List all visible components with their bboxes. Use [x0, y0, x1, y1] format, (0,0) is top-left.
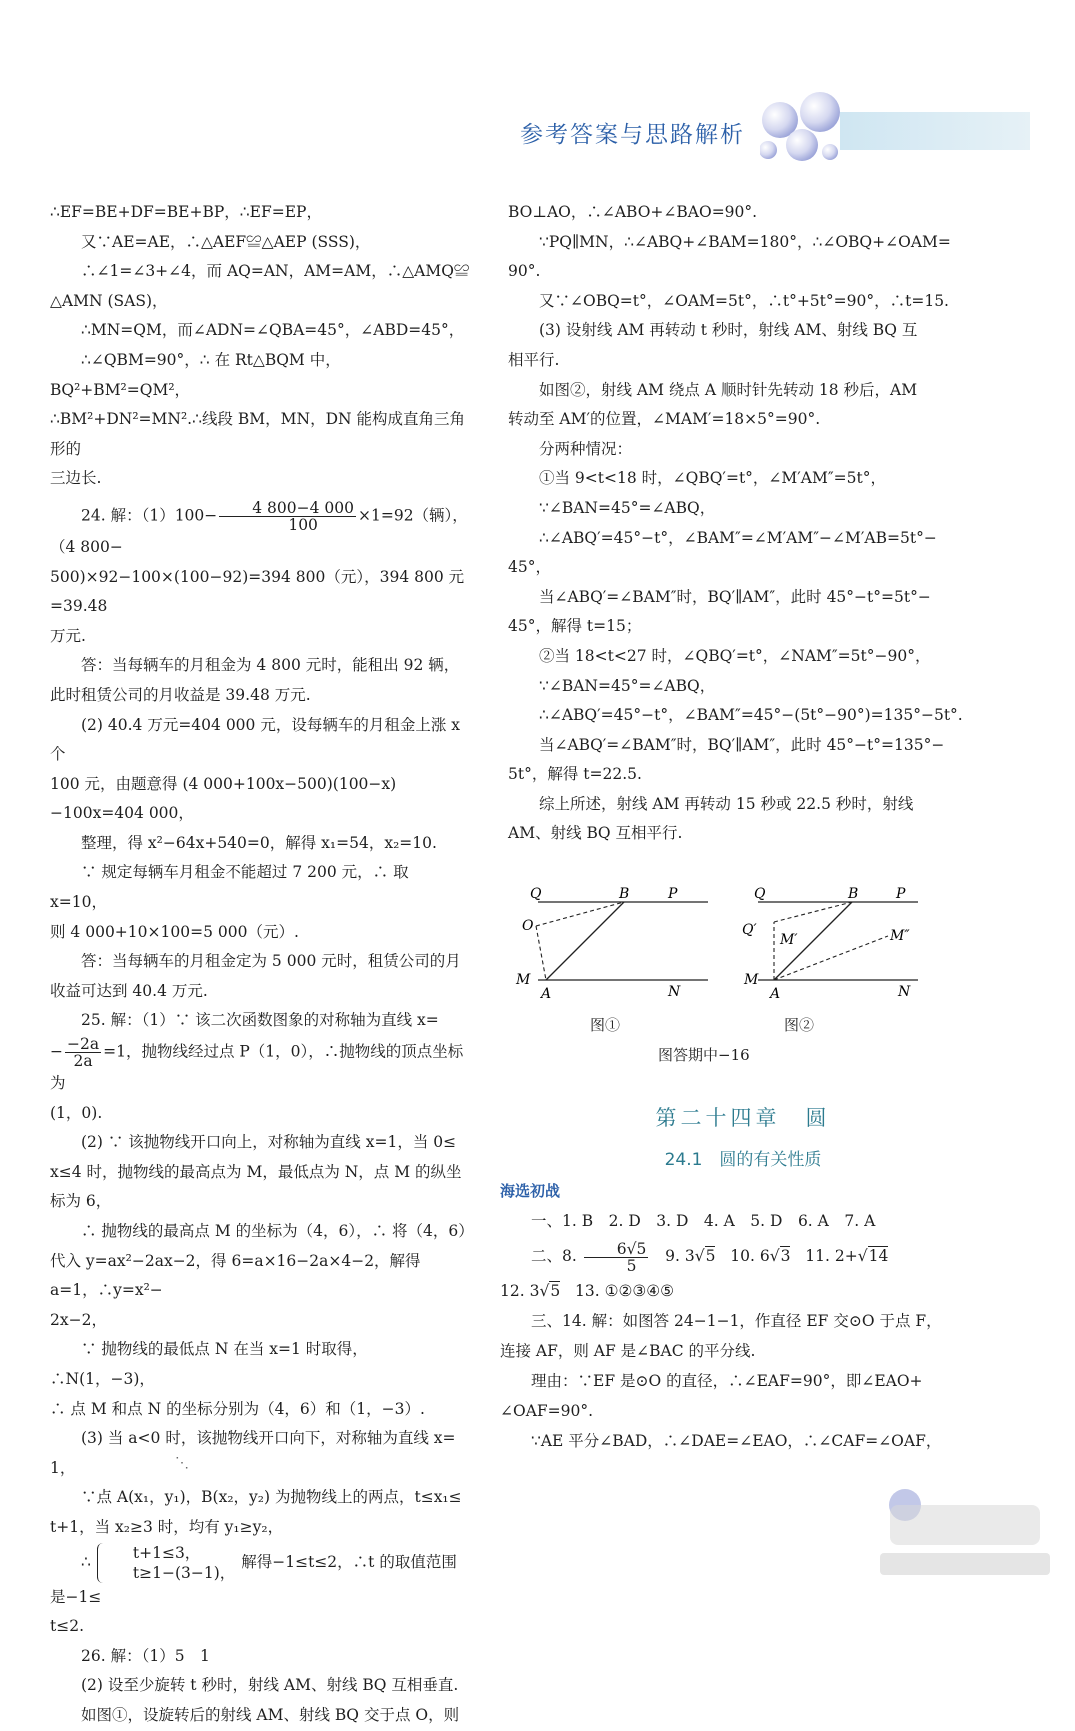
text-line: (1，0).: [50, 1103, 103, 1122]
answers-heading: 海选初战: [500, 1182, 561, 1200]
text-line: 90°.: [508, 262, 541, 281]
text-run: 二、8.: [531, 1247, 577, 1265]
text-line: 代入 y=ax²−2ax−2，得 6=a×16−2a×4−2，解得 a=1，∴y=x²−: [50, 1251, 421, 1300]
text-line: (3) 当 a<0 时，该抛物线开口向下，对称轴为直线 x=: [81, 1429, 456, 1448]
fraction: [65, 1036, 101, 1069]
fraction: [219, 500, 356, 533]
text-line: ∴∠ABQ′=45°−t°，∠BAM″=45°−(5t°−90°)=135°−5t°.: [539, 706, 963, 725]
text-line: 45°，解得 t=15；: [508, 617, 642, 636]
text-line: ∵ 抛物线的最低点 N 在当 x=1 时取得，∴N(1，−3)，: [50, 1340, 368, 1388]
text-line: BO⊥AO，∴∠ABO+∠BAO=90°.: [508, 203, 758, 221]
fraction-denominator: 2a: [73, 1052, 93, 1071]
text-line: 转动至 AM′的位置，∠MAM′=18×5°=90°.: [508, 410, 821, 429]
text-line: (2) 40.4 万元=404 000 元，设每辆车的月租金上涨 x 个: [50, 715, 461, 764]
radicand: 3: [780, 1247, 791, 1265]
text-line: 26. 解：（1）5 1: [81, 1646, 210, 1665]
text-line: ∴∠QBM=90°，∴ 在 Rt△BQM 中，BQ²+BM²=QM²，: [50, 350, 341, 399]
text-run: 解得−1≤t≤2，∴t 的取值范围是−1≤: [50, 1552, 457, 1606]
point-label: N: [668, 984, 681, 1000]
point-label: M′: [780, 932, 798, 948]
text-line-with-fraction: [50, 1036, 470, 1099]
text-line: 此时租赁公司的月收益是 39.48 万元.: [50, 685, 311, 704]
text-line: 整理，得 x²−64x+540=0，解得 x₁=54，x₂=10.: [81, 833, 437, 852]
text-run: 11. 2+: [805, 1247, 858, 1265]
text-line: (2) 设至少旋转 t 秒时，射线 AM、射线 BQ 互相垂直.: [81, 1676, 459, 1695]
header-title: 参考答案与思路解析: [520, 122, 745, 148]
figure-1-caption: 图①: [590, 1016, 621, 1034]
text-line: 25. 解：（1）∵ 该二次函数图象的对称轴为直线 x=: [81, 1011, 439, 1030]
system-row: t+1≤3，: [132, 1543, 201, 1562]
text-line-with-radicals: 二、8. $\frac{6√5}{5}$ 9. 3√5 10. 6√3 11. 2+√14: [531, 1239, 889, 1275]
chapter-title: 第二十四章 圆: [655, 1106, 831, 1130]
equation-system: [97, 1543, 235, 1583]
text-line: ∵ 规定每辆车月租金不能超过 7 200 元，∴ 取 x=10，: [50, 863, 409, 912]
system-row: t≥1−(3−1)，: [132, 1563, 236, 1582]
radicand: 5: [550, 1282, 561, 1300]
point-label: A: [541, 986, 552, 1002]
segment-ab: [546, 902, 624, 980]
text-line: ∠OAF=90°.: [500, 1402, 594, 1420]
text-run: 13. ①②③④⑤: [575, 1282, 675, 1300]
text-run: 10. 6: [730, 1247, 770, 1265]
text-line: 45°，: [508, 558, 551, 577]
text-line: 答：当每辆车的月租金定为 5 000 元时，租赁公司的月: [81, 952, 461, 971]
point-label: P: [896, 886, 906, 902]
point-label: M: [744, 972, 759, 988]
text-line: ∴∠1=∠3+∠4，而 AQ=AN，AM=AM，∴△AMQ≌: [81, 262, 470, 281]
text-line: ∴ 抛物线的最高点 M 的坐标为（4，6），∴ 将（4，6）: [81, 1222, 474, 1240]
text-line: ∴BM²+DN²=MN².∴线段 BM，MN，DN 能构成直角三角形的: [50, 410, 465, 458]
text-run: =1，抛物线经过点 P（1，0），∴抛物线的顶点坐标为: [50, 1042, 464, 1093]
point-label: N: [898, 984, 911, 1000]
radicand: 14: [868, 1247, 889, 1265]
point-label: M″: [890, 928, 910, 944]
point-label: P: [668, 886, 678, 902]
right-column: [508, 198, 978, 849]
fraction-numerator: −2a: [67, 1035, 100, 1054]
figure-1: [515, 886, 708, 1002]
fraction-denominator: 100: [288, 515, 318, 534]
point-label: M: [516, 972, 531, 988]
point-label: Q: [530, 886, 542, 902]
segment-oa: [536, 926, 546, 980]
figure-2-caption: 图②: [784, 1016, 815, 1034]
text-line: ∴MN=QM，而∠ADN=∠QBA=45°，∠ABD=45°，: [81, 321, 465, 340]
text-line: 分两种情况：: [539, 439, 633, 458]
answers-block: [500, 1176, 978, 1456]
page-header: [0, 0, 1075, 190]
point-label: Q: [754, 886, 766, 902]
point-label: A: [770, 986, 781, 1002]
text-line: 5t°，解得 t=22.5.: [508, 765, 642, 784]
text-line: 三、14. 解：如图答 24−1−1，作直径 EF 交⊙O 于点 F，: [531, 1312, 942, 1330]
text-line: 一、1. B 2. D 3. D 4. A 5. D 6. A 7. A: [531, 1212, 876, 1230]
text-line: 则 4 000+10×100=5 000（元）.: [50, 922, 299, 941]
fraction-denominator: 5: [626, 1256, 637, 1275]
text-line: AM、射线 BQ 互相平行.: [508, 824, 683, 843]
text-line: 如图②，射线 AM 绕点 A 顺时针先转动 18 秒后，AM: [539, 380, 918, 399]
point-label: Q′: [742, 922, 757, 938]
text-line: t+1，当 x₂≥3 时，均有 y₁≥y₂，: [50, 1517, 284, 1536]
point-label: B: [619, 886, 630, 902]
radicand: 5: [705, 1247, 716, 1265]
segment-ob: [536, 902, 624, 926]
text-run: 9. 3: [665, 1247, 695, 1265]
text-line: 连接 AF，则 AF 是∠BAC 的平分线.: [500, 1342, 756, 1360]
point-label: B: [848, 886, 859, 902]
left-column: [50, 198, 474, 1731]
text-line: 三边长.: [50, 469, 102, 488]
text-line: 又∵AE=AE，∴△AEF≌△AEP (SSS)，: [81, 232, 371, 251]
text-line: 理由：∵EF 是⊙O 的直径，∴∠EAF=90°，即∠EAO+: [531, 1372, 923, 1390]
text-line: 如图①，设旋转后的射线 AM、射线 BQ 交于点 O，则: [81, 1705, 460, 1724]
text-line: (3) 设射线 AM 再转动 t 秒时，射线 AM、射线 BQ 互: [539, 321, 918, 340]
figure-2: [742, 886, 918, 1002]
point-label: O: [522, 918, 534, 934]
watermark-logo-icon: [860, 1465, 1060, 1585]
text-line: ∵∠BAN=45°=∠ABQ，: [539, 498, 716, 517]
text-line: 当∠ABQ′=∠BAM″时，BQ′∥AM″，此时 45°−t°=5t°−: [539, 587, 931, 606]
text-line-with-fraction: [50, 500, 470, 563]
text-line: ∵PQ∥MN，∴∠ABQ+∠BAM=180°，∴∠OBQ+∠OAM=: [539, 232, 951, 251]
ray-bq-prime: [774, 902, 852, 922]
section-title: 24.1 圆的有关性质: [664, 1150, 822, 1170]
text-line: x≤4 时，抛物线的最高点为 M，最低点为 N，点 M 的纵坐: [50, 1162, 462, 1181]
text-line: 2x−2，: [50, 1310, 107, 1329]
text-line: 标为 6，: [50, 1192, 112, 1211]
text-line: 综上所述，射线 AM 再转动 15 秒或 22.5 秒时，射线: [539, 794, 914, 813]
fraction-numerator: 4 800−4 000: [219, 500, 356, 517]
text-line: t≤2.: [50, 1617, 85, 1636]
text-run: −: [50, 1042, 63, 1061]
text-line: 500)×92−100×(100−92)=394 800（元），394 800 元=39.48: [50, 567, 465, 616]
text-line: 答：当每辆车的月租金为 4 800 元时，能租出 92 辆，: [81, 656, 460, 675]
text-line: 1，: [50, 1458, 76, 1477]
fraction: [584, 1241, 649, 1274]
text-line: ∵AE 平分∠BAD，∴∠DAE=∠EAO，∴∠CAF=∠OAF，: [531, 1432, 942, 1450]
text-line: 100 元，由题意得 (4 000+100x−500)(100−x)−100x=404 000，: [50, 774, 397, 823]
text-line: ∴EF=BE+DF=BE+BP，∴EF=EP，: [50, 203, 322, 221]
text-line: 当∠ABQ′=∠BAM″时，BQ′∥AM″，此时 45°−t°=135°−: [539, 735, 945, 754]
text-line: 相平行.: [508, 350, 560, 369]
text-run: 12. 3: [500, 1282, 540, 1300]
text-line: ①当 9<t<18 时，∠QBQ′=t°，∠M′AM″=5t°，: [539, 469, 886, 488]
text-line: △AMN (SAS)，: [50, 291, 168, 310]
text-line: 又∵∠OBQ=t°，∠OAM=5t°，∴t°+5t°=90°，∴t=15.: [539, 291, 949, 310]
text-line: ∵点 A(x₁，y₁)，B(x₂，y₂) 为抛物线上的两点，t≤x₁≤: [81, 1488, 462, 1507]
text-line: ∵∠BAN=45°=∠ABQ，: [539, 676, 716, 695]
text-line: (2) ∵ 该抛物线开口向上，对称轴为直线 x=1，当 0≤: [81, 1133, 457, 1152]
text-line: ∴∠ABQ′=45°−t°，∠BAM″=∠M′AM″−∠M′AB=5t°−: [539, 528, 937, 547]
text-run: ∴: [81, 1552, 91, 1571]
geometry-figures: [508, 872, 978, 1082]
text-line: 收益可达到 40.4 万元.: [50, 981, 208, 1000]
text-line-with-radicals: 12. 3√5 13. ①②③④⑤: [500, 1282, 675, 1300]
fraction-numerator: 6√5: [584, 1241, 649, 1258]
page-mark-icon: ⋱: [175, 1455, 189, 1471]
text-line: ∴ 点 M 和点 N 的坐标分别为（4，6）和（1，−3）.: [50, 1399, 425, 1418]
figure-main-caption: 图答期中−16: [658, 1046, 750, 1064]
text-line-with-system: [50, 1543, 470, 1613]
text-run: 24. 解：（1）100−: [81, 506, 218, 525]
text-line: ②当 18<t<27 时，∠QBQ′=t°，∠NAM″=5t°−90°，: [539, 646, 931, 665]
text-line: 万元.: [50, 626, 86, 645]
text-run: ×1=92（辆），（4 800−: [50, 506, 468, 556]
bubble-decoration-icon: [760, 90, 1060, 180]
